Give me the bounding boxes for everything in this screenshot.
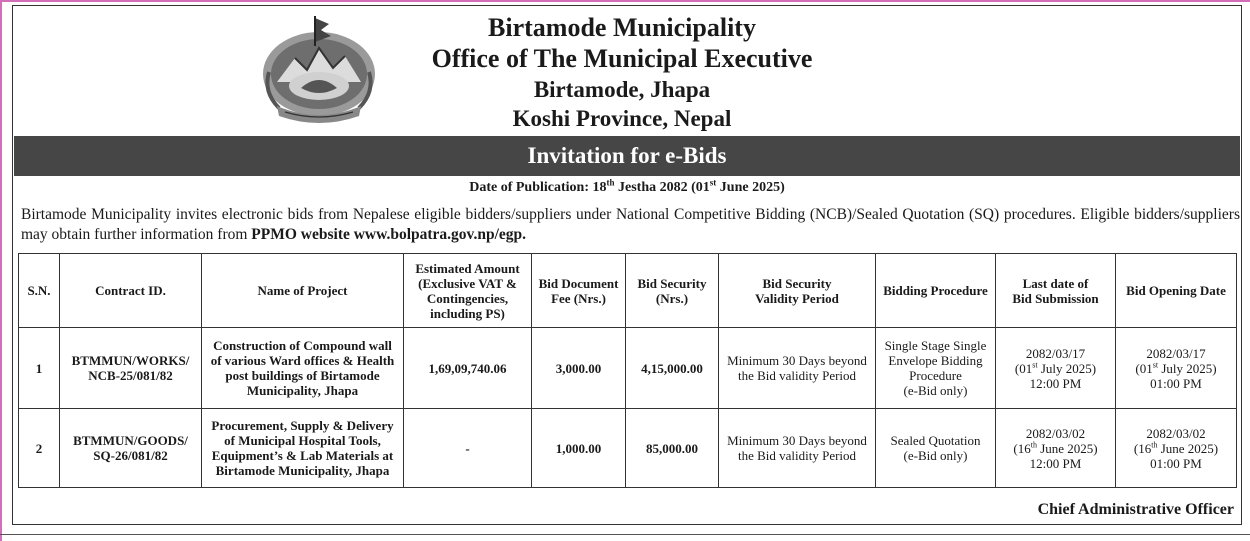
cell-validity	[719, 409, 876, 488]
project-l4: Birtamode Municipality, Jhapa	[215, 463, 390, 478]
procedure-l4: (e-Bid only)	[903, 383, 968, 398]
contract-id-l2: SQ-26/081/82	[93, 448, 168, 463]
cell-opening-date	[1116, 409, 1237, 488]
header-last-date-l2: Bid Submission	[1012, 290, 1099, 306]
pub-date-sup1: th	[606, 177, 615, 188]
pub-date-suffix: June 2025)	[716, 180, 785, 195]
header-security-l1: Bid Security	[637, 275, 707, 291]
office-location: Birtamode, Jhapa	[533, 77, 711, 102]
header-validity-l1: Bid Security	[762, 275, 832, 291]
header-validity	[719, 254, 876, 328]
cell-last-date	[996, 409, 1116, 488]
header-security-l2: (Nrs.)	[655, 290, 689, 306]
header-amount	[404, 254, 532, 328]
table-row	[19, 328, 1237, 409]
cell-fee: 3,000.00	[532, 328, 626, 409]
header-validity-l2: Validity Period	[755, 290, 839, 306]
table-header-row	[19, 254, 1237, 328]
procedure-l1: Sealed Quotation	[890, 433, 981, 448]
project-l1: Procurement, Supply & Delivery	[211, 418, 394, 433]
validity-l1: Minimum 30 Days beyond	[727, 353, 867, 368]
validity-l2: the Bid validity Period	[737, 368, 857, 383]
opening-date-l2-b: July 2025)	[1158, 360, 1217, 376]
last-date-l2-b: July 2025)	[1037, 360, 1097, 376]
last-date-l1: 2082/03/02	[1025, 425, 1086, 441]
opening-date-l2	[1118, 441, 1234, 456]
notice-title: Invitation for e-Bids	[527, 143, 727, 168]
bottom-rule	[0, 534, 1250, 535]
last-date-l2-sup: th	[1030, 440, 1037, 450]
cell-procedure	[876, 328, 996, 409]
cell-fee: 1,000.00	[532, 409, 626, 488]
page-edge-top	[0, 0, 1250, 2]
header-security	[626, 254, 719, 328]
validity-l1: Minimum 30 Days beyond	[727, 433, 867, 448]
header-fee	[532, 254, 626, 328]
last-date-l2	[998, 441, 1113, 456]
opening-date-l2-sup: th	[1151, 440, 1158, 450]
cell-validity	[719, 328, 876, 409]
intro-website: PPMO website www.bolpatra.gov.np/egp.	[251, 226, 526, 243]
cell-last-date	[996, 328, 1116, 409]
project-l2: of various Ward offices & Health	[210, 353, 395, 368]
cell-amount: 1,69,09,740.06	[404, 328, 532, 409]
opening-date-l1: 2082/03/17	[1146, 345, 1206, 361]
header-fee-l2: Fee (Nrs.)	[551, 290, 606, 306]
opening-date-l2-b: June 2025)	[1157, 440, 1219, 456]
header-amount-l3: Contingencies,	[426, 290, 509, 306]
table-row	[19, 409, 1237, 488]
opening-date-l3: 01:00 PM	[1150, 375, 1202, 391]
last-date-l3: 12:00 PM	[1029, 375, 1082, 391]
office-name: Office of The Municipal Executive	[431, 44, 813, 73]
validity-l2: the Bid validity Period	[737, 448, 857, 463]
signatory-title: Chief Administrative Officer	[1037, 501, 1234, 518]
last-date-l2-b: June 2025)	[1036, 440, 1098, 456]
cell-amount: -	[404, 409, 532, 488]
cell-sn: 2	[19, 409, 60, 488]
project-l3: Equipment’s & Lab Materials at	[211, 448, 394, 463]
intro-paragraph	[21, 205, 1240, 245]
procedure-l2: (e-Bid only)	[903, 448, 968, 463]
project-l2: of Municipal Hospital Tools,	[224, 433, 381, 448]
cell-contract-id	[60, 409, 202, 488]
header-fee-l1: Bid Document	[538, 275, 619, 291]
header-amount-l1: Estimated Amount	[415, 260, 520, 276]
nepal-government-emblem-icon	[255, 12, 383, 124]
last-date-l2-sup: st	[1032, 360, 1038, 370]
header-project: Name of Project	[202, 254, 404, 328]
project-l4: Municipality, Jhapa	[246, 383, 359, 398]
last-date-l3: 12:00 PM	[1029, 455, 1082, 471]
contract-id-l1: BTMMUN/GOODS/	[73, 433, 188, 448]
municipality-name: Birtamode Municipality	[488, 13, 756, 42]
pub-date-middle: Jestha 2082 (01	[614, 180, 710, 195]
header-last-date-l1: Last date of	[1022, 275, 1089, 291]
cell-project	[202, 409, 404, 488]
opening-date-l2-a: (01	[1135, 360, 1153, 376]
cell-sn: 1	[19, 328, 60, 409]
header-contract-id: Contract ID.	[60, 254, 202, 328]
intro-text: Birtamode Municipality invites electronic bids from Nepalese eligible bidders/suppliers under National Competitive Bidding (NCB)/Sealed Quotation (SQ) procedures. Eligible bidders/suppliers may obtain further information from	[21, 206, 1240, 243]
pub-date-prefix: Date of Publication: 18	[469, 180, 607, 195]
cell-security: 4,15,000.00	[626, 328, 719, 409]
cell-contract-id	[60, 328, 202, 409]
opening-date-l2-a: (16	[1133, 440, 1152, 456]
cell-opening-date	[1116, 328, 1237, 409]
procedure-l2: Envelope Bidding	[888, 353, 983, 368]
cell-security: 85,000.00	[626, 409, 719, 488]
publication-date	[14, 177, 1240, 196]
contract-id-l1: BTMMUN/WORKS/	[71, 353, 190, 368]
cell-procedure	[876, 409, 996, 488]
opening-date-l2	[1118, 361, 1234, 376]
procedure-l1: Single Stage Single	[884, 338, 987, 353]
last-date-l1: 2082/03/17	[1025, 345, 1086, 361]
project-l1: Construction of Compound wall	[213, 338, 392, 353]
header-last-date	[996, 254, 1116, 328]
contract-id-l2: NCB-25/081/82	[88, 368, 173, 383]
last-date-l2-a: (16	[1013, 440, 1031, 456]
procedure-l3: Procedure	[909, 368, 962, 383]
bids-table	[18, 253, 1237, 488]
opening-date-l2-sup: st	[1152, 360, 1159, 370]
header-amount-l2: (Exclusive VAT &	[418, 275, 517, 291]
pub-date-sup2: st	[709, 177, 717, 188]
province-name: Koshi Province, Nepal	[512, 106, 732, 131]
last-date-l2-a: (01	[1014, 360, 1033, 376]
cell-project	[202, 328, 404, 409]
notice-title-banner	[14, 136, 1240, 176]
header-opening-date: Bid Opening Date	[1116, 254, 1237, 328]
header-sn: S.N.	[19, 254, 60, 328]
project-l3: post buildings of Birtamode	[225, 368, 380, 383]
header-procedure: Bidding Procedure	[876, 254, 996, 328]
opening-date-l1: 2082/03/02	[1146, 425, 1206, 441]
last-date-l2	[998, 361, 1113, 376]
opening-date-l3: 01:00 PM	[1150, 455, 1202, 471]
header-amount-l4: including PS)	[430, 305, 505, 321]
page-edge-left	[0, 0, 2, 541]
